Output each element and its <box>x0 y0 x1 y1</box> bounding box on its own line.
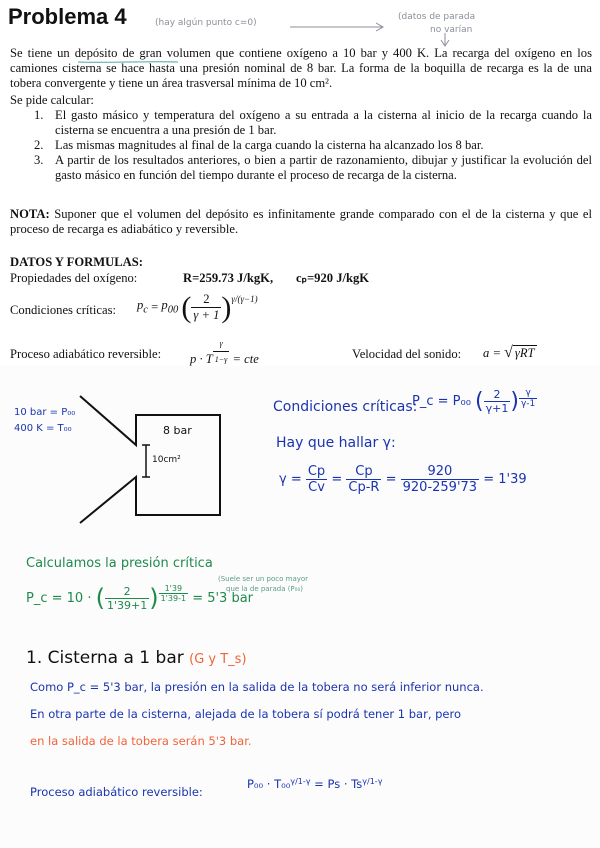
crit-sub00: 00 <box>167 304 179 316</box>
crit-eq-fraction <box>484 388 511 415</box>
tank-nozzle-diagram <box>70 395 230 535</box>
part1-line1: Como P_c = 5'3 bar, la presión en la salida de la tobera no será inferior nunca. <box>30 680 484 694</box>
annotation-no-varian: no varían <box>430 25 473 35</box>
arrow-down-icon <box>440 33 450 47</box>
pc-aside-2: que la de parada (P₀₀) <box>226 585 303 593</box>
sound-formula <box>483 345 537 361</box>
crit-eq-exp-den: γ-1 <box>520 399 536 409</box>
adiab-label: Proceso adiabático reversible: <box>10 347 162 361</box>
gamma-f2 <box>346 464 381 495</box>
annotation-datos-parada: (datos de parada <box>398 12 476 22</box>
question-item <box>10 108 592 138</box>
crit-p00: p <box>161 297 168 312</box>
crit-formula: $p_c = p_{00}$ ( $\frac{2}{\gamma + 1}$ )γ/(γ−1) <box>137 291 258 324</box>
gamma-f1-den: Cv <box>308 480 325 495</box>
pc-den: 1'39+1 <box>106 598 148 612</box>
sound-label: Velocidad del sonido: <box>352 347 462 361</box>
tank-pressure-label: 8 bar <box>163 424 192 437</box>
adiab-rhs: = cte <box>232 352 259 366</box>
pc-exp <box>159 584 188 603</box>
props-r: R=259.73 J/kgK, <box>183 271 274 285</box>
gamma-eq3: = <box>385 472 397 487</box>
page-title: Problema 4 <box>8 4 127 29</box>
part1-line2: En otra parte de la cisterna, alejada de la tobera sí podrá tener 1 bar, pero <box>30 707 462 721</box>
adiab-note-eq <box>247 777 382 791</box>
part1-title: 1. Cisterna a 1 bar <box>26 648 184 668</box>
pc-num: 2 <box>105 585 149 599</box>
gamma-f1 <box>306 464 327 495</box>
gamma-f1-num: Cp <box>307 464 326 479</box>
gamma-eq2: = <box>331 472 343 487</box>
question-number: 2. <box>34 138 44 152</box>
pc-lhs: P_c = 10 · <box>26 590 92 606</box>
question-item <box>10 138 592 153</box>
pc-result: = 5'3 bar <box>192 590 254 606</box>
gamma-result: = 1'39 <box>483 472 527 487</box>
adiab-formula <box>190 336 259 367</box>
annotation-punto: (hay algún punto c=0) <box>155 18 257 28</box>
gamma-f3 <box>401 464 479 495</box>
sqrt-icon: √ <box>504 344 513 361</box>
adiab-note-lhs: P₀₀ · T₀₀ <box>247 777 291 791</box>
adiab-exp-num: γ <box>213 336 230 352</box>
crit-sub: c <box>143 304 148 316</box>
deposit-temperature: 400 K = T₀₀ <box>14 423 72 434</box>
nota-text: Suponer que el volumen del depósito es infinitamente grande comparado con el de la cisterna y que el proceso de recarga es adiabático y reversible. <box>10 207 592 236</box>
gamma-eq: γ = <box>279 472 302 487</box>
pc-exp-num: 1'39 <box>159 584 188 594</box>
crit-conditions-eq: P_c = P₀₀ ( $\frac{2}{\gamma+1}$ ) $\frac{\gamma}{\gamma-1}$ <box>412 388 536 415</box>
crit-num: 2 <box>191 292 221 308</box>
question-text: El gasto másico y temperatura del oxígeno a su entrada a la cisterna al inicio de la recarga cuando la cisterna se encuentra a una presión de 1 bar. <box>55 108 592 137</box>
datos-title: DATOS Y FORMULAS: <box>10 255 143 269</box>
question-number: 1. <box>34 108 44 122</box>
adiab-exp <box>213 336 230 367</box>
crit-eq-num: 2 <box>484 388 511 402</box>
pc-fraction <box>105 585 149 612</box>
question-text: A partir de los resultados anteriores, o bien a partir de razonamiento, dibujar y justificar la evolución del gasto másico en función del tiempo durante el proceso de recarga de la cisterna. <box>55 153 592 182</box>
pc-aside-1: (Suele ser un poco mayor <box>218 575 309 583</box>
props-cp: cₚ=920 J/kgK <box>296 271 370 285</box>
crit-conditions-title: Condiciones críticas: <box>273 399 418 415</box>
crit-eq-den: γ+1 <box>485 402 509 415</box>
gamma-f3-den: 920-259'73 <box>402 480 478 495</box>
find-gamma: Hay que hallar γ: <box>276 435 396 451</box>
problem-statement: Se tiene un depósito de gran volumen que contiene oxígeno a 10 bar y 400 K. La recarga del oxígeno en los camiones cisterna se hace hasta una presión nominal de 8 bar. La forma de la boquilla de recarga es la de una tobera convergente y tiene un área trasversal mínima de 10 cm². <box>10 46 592 90</box>
crit-lhs: p <box>137 297 144 312</box>
question-list <box>10 108 592 183</box>
pc-exp-den: 1'39-1 <box>160 594 187 603</box>
crit-label: Condiciones críticas: <box>10 303 116 317</box>
adiab-pt: p · T <box>190 352 213 366</box>
gamma-f2-den: Cp-R <box>348 480 380 495</box>
crit-fraction <box>191 292 221 323</box>
adiab-note-exp: γ/1-γ <box>290 777 311 786</box>
adiab-note-rhs: = Ps · Ts <box>314 777 363 791</box>
ask-label: Se pide calcular: <box>10 93 94 107</box>
pc-title: Calculamos la presión crítica <box>26 556 213 571</box>
gamma-calc <box>279 464 527 495</box>
adiab-note-exp2: γ/1-γ <box>362 777 383 786</box>
part1-line3: en la salida de la tobera serán 5'3 bar. <box>30 734 252 748</box>
gamma-f2-num: Cp <box>346 464 381 480</box>
crit-den: γ + 1 <box>193 308 220 322</box>
crit-eq-lhs: P_c = P₀₀ <box>412 394 471 409</box>
gamma-f3-num: 920 <box>401 464 479 480</box>
question-item <box>10 153 592 183</box>
crit-eq-exp <box>519 388 537 409</box>
pc-calc: P_c = 10 · ( $\frac{2}{1'39+1}$ ) $\frac{1'39}{1'39-1}$ = 5'3 bar <box>26 584 254 612</box>
part1-heading <box>26 648 247 668</box>
sound-lhs: a = <box>483 346 501 360</box>
props-label: Propiedades del oxígeno: <box>10 271 138 285</box>
part1-paren: (G y T_s) <box>189 652 247 667</box>
question-text: Las mismas magnitudes al final de la carga cuando la cisterna ha alcanzado los 8 bar. <box>55 138 484 152</box>
adiab-exp-den: 1−γ <box>214 355 228 364</box>
underline-mark <box>78 60 178 64</box>
adiab-note-label: Proceso adiabático reversible: <box>30 785 203 799</box>
crit-exp: γ/(γ−1) <box>231 294 258 304</box>
nota <box>10 207 592 237</box>
deposit-pressure: 10 bar = P₀₀ <box>14 407 76 418</box>
nota-label: NOTA: <box>10 207 50 221</box>
sound-root: γRT <box>514 346 535 360</box>
question-number: 3. <box>34 153 44 167</box>
arrow-right-icon <box>290 22 390 32</box>
nozzle-area-label: 10cm² <box>152 455 181 465</box>
crit-eq-exp-num: γ <box>519 388 537 399</box>
